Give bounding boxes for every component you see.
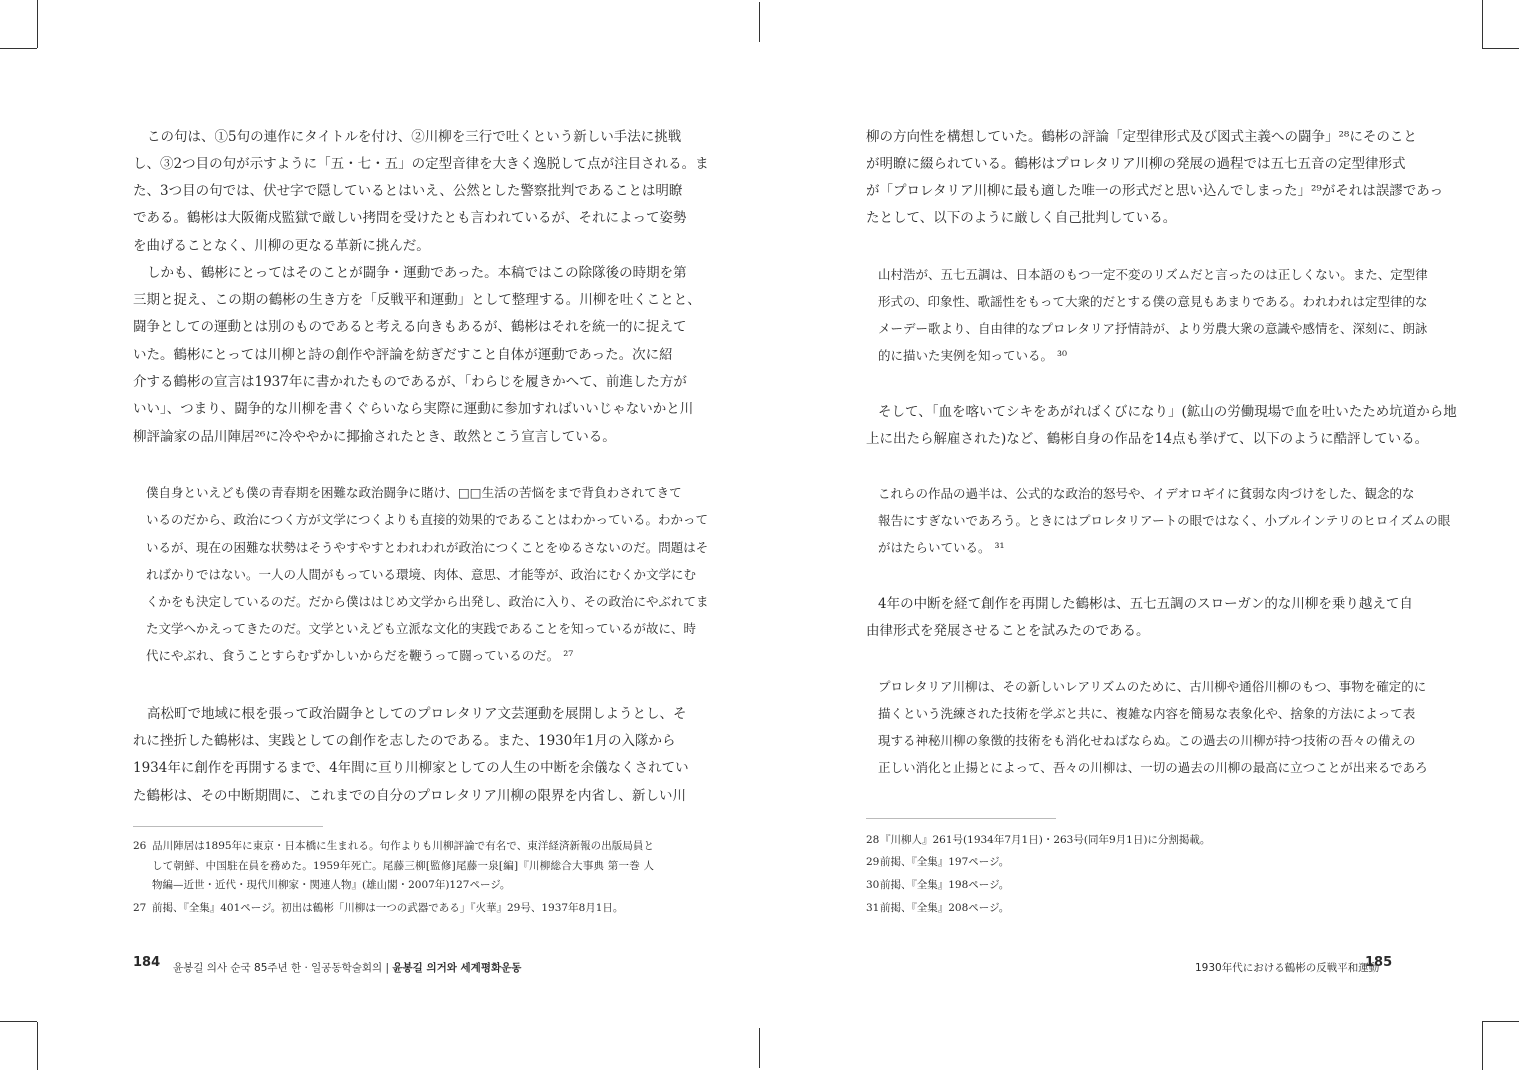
left-p1-line: し、③2つ目の句が示すように「五・七・五」の定型音律を大きく逸脱して点が注目される。ま bbox=[133, 156, 709, 172]
left-p2-line: 柳評論家の品川陣居²⁶に冷ややかに揶揄されたとき、敢然とこう宣言している。 bbox=[133, 429, 616, 445]
left-p2-line: しかも、鶴彬にとってはそのことが闘争・運動であった。本稿ではこの除隊後の時期を第 bbox=[147, 265, 687, 281]
left-p1-line: である。鶴彬は大阪衛戍監獄で厳しい拷問を受けたとも言われているが、それによって姿勢 bbox=[133, 210, 687, 226]
footnote-number: 28 bbox=[866, 834, 880, 846]
footnote-line: 前掲、『全集』208ページ。 bbox=[880, 902, 1010, 914]
footnote-number: 30 bbox=[866, 879, 880, 891]
left-p3-line: 高松町で地域に根を張って政治闘争としてのプロレタリア文芸運動を展開しようとし、そ bbox=[147, 706, 687, 722]
right-p2-line: 上に出たら解雇された)など、鶴彬自身の作品を14点も挙げて、以下のように酷評している。 bbox=[866, 431, 1429, 447]
crop-mark-bottom-right-v bbox=[1482, 1022, 1483, 1070]
crop-mark-bottom-left-v bbox=[37, 1022, 38, 1070]
right-p1-line: 柳の方向性を構想していた。鶴彬の評論「定型律形式及び図式主義への闘争」²⁸にそのこと bbox=[866, 129, 1417, 145]
running-head-left-text: 윤봉길 의사 순국 85주년 한 · 일공동학술회의 | bbox=[173, 962, 390, 974]
footnote-number: 31 bbox=[866, 902, 880, 914]
right-p1-line: が明瞭に綴られている。鶴彬はプロレタリア川柳の発展の過程では五七五音の定型律形式 bbox=[866, 156, 1406, 172]
left-p1-line: この句は、①5句の連作にタイトルを付け、②川柳を三行で吐くという新しい手法に挑戦 bbox=[147, 129, 682, 145]
left-p2-line: いい」、つまり、闘争的な川柳を書くぐらいなら実際に運動に参加すればいいじゃないかと川 bbox=[133, 401, 694, 417]
right-p2-line: そして、「血を喀いてシキをあがればくびになり」(鉱山の労働現場で血を吐いたため坑道から地 bbox=[878, 404, 1457, 420]
left-p2-line: 闘争としての運動とは別のものであると考える向きもあるが、鶴彬はそれを統一的に捉えて bbox=[133, 319, 687, 335]
footnote-line: して朝鮮、中国駐在員を務めた。1959年死亡。尾藤三柳[監修]尾藤一泉[編]『川柳総合大事典 第一巻 人 bbox=[152, 860, 654, 872]
left-p3-line: 1934年に創作を再開するまで、4年間に亘り川柳家としての人生の中断を余儀なくされてい bbox=[133, 760, 689, 776]
right-p1-line: が「プロレタリア川柳に最も適した唯一の形式だと思い込んでしまった」²⁹がそれは誤謬であっ bbox=[866, 183, 1444, 199]
crop-mark-bottom-center-v bbox=[759, 1028, 760, 1068]
left-p2-line: 介する鶴彬の宣言は1937年に書かれたものであるが、「わらじを履きかへて、前進した方が bbox=[133, 374, 687, 390]
right-quote2-line: がはたらいている。 ³¹ bbox=[878, 540, 1005, 555]
crop-mark-top-right-h bbox=[1482, 48, 1519, 49]
footnote-line: 前掲、『全集』197ページ。 bbox=[880, 856, 1010, 868]
footnote-line: 物編—近世・近代・現代川柳家・関連人物』(雄山閣・2007年)127ページ。 bbox=[152, 879, 511, 891]
right-p3-line: 4年の中断を経て創作を再開した鶴彬は、五七五調のスローガン的な川柳を乗り越えて自 bbox=[878, 596, 1413, 612]
running-head-left bbox=[173, 960, 521, 975]
footnote-line: 前掲、『全集』198ページ。 bbox=[880, 879, 1010, 891]
right-quote3-line: プロレタリア川柳は、その新しいレアリズムのために、古川柳や通俗川柳のもつ、事物を確定的に bbox=[878, 679, 1427, 694]
right-quote2-line: 報告にすぎないであろう。ときにはプロレタリアートの眼ではなく、小ブルインテリのヒロイズムの眼 bbox=[878, 513, 1451, 528]
right-quote1-line: 的に描いた実例を知っている。 ³⁰ bbox=[878, 348, 1067, 363]
left-p3-line: れに挫折した鶴彬は、実践としての創作を志したのである。また、1930年1月の入隊から bbox=[133, 733, 676, 749]
left-quote-line: ればかりではない。一人の人間がもっている環境、肉体、意思、才能等が、政治にむくか文学にむ bbox=[146, 567, 697, 582]
left-p2-line: いた。鶴彬にとっては川柳と詩の創作や評論を紡ぎだすこと自体が運動であった。次に紹 bbox=[133, 347, 673, 363]
left-quote-line: 代にやぶれ、食うことすらむずかしいからだを鞭うって闘っているのだ。 ²⁷ bbox=[146, 648, 574, 663]
page-number-left: 184 bbox=[133, 955, 161, 970]
right-quote2-line: これらの作品の過半は、公式的な政治的怒号や、イデオロギイに貧弱な肉づけをした、観念的な bbox=[878, 486, 1415, 501]
right-quote3-line: 描くという洗練された技術を学ぶと共に、複雑な内容を簡易な表象化や、捨象的方法によって表 bbox=[878, 706, 1416, 721]
right-quote3-line: 正しい消化と止揚とによって、吾々の川柳は、一切の過去の川柳の最高に立つことが出来るであろ bbox=[878, 760, 1428, 775]
left-quote-line: くかをも決定しているのだ。だから僕ははじめ文学から出発し、政治に入り、その政治にやぶれてま bbox=[146, 594, 709, 609]
left-p2-line: 三期と捉え、この期の鶴彬の生き方を「反戦平和運動」として整理する。川柳を吐くことと、 bbox=[133, 292, 701, 308]
running-head-left-title: 윤봉길 의거와 세계평화운동 bbox=[392, 962, 522, 974]
left-quote-line: いるが、現在の困難な状勢はそうやすやすとわれわれが政治につくことをゆるさないのだ。問題はそ bbox=[146, 540, 709, 555]
left-quote-line: 僕自身といえども僕の青春期を困難な政治闘争に賭け、□□生活の苦悩をまで背負わされてきて bbox=[146, 485, 682, 500]
footnote-line: 『川柳人』261号(1934年7月1日)・263号(同年9月1日)に分割掲載。 bbox=[880, 834, 1211, 846]
crop-mark-bottom-right-h bbox=[1482, 1021, 1519, 1022]
right-quote3-line: 現する神秘川柳の象徴的技術をも消化せねばならぬ。この過去の川柳が持つ技術の吾々の備えの bbox=[878, 733, 1416, 748]
footnote-line: 品川陣居は1895年に東京・日本橋に生まれる。句作よりも川柳評論で有名で、東洋経済新報の出版局員と bbox=[152, 840, 654, 852]
left-p3-line: た鶴彬は、その中断期間に、これまでの自分のプロレタリア川柳の限界を内省し、新しい川 bbox=[133, 788, 686, 804]
running-head-right: 1930年代における鶴彬の反戦平和運動 bbox=[1195, 962, 1380, 974]
left-p1-line: を曲げることなく、川柳の更なる革新に挑んだ。 bbox=[133, 238, 430, 254]
right-p1-line: たとして、以下のように厳しく自己批判している。 bbox=[866, 210, 1177, 226]
crop-mark-top-left-h bbox=[0, 48, 37, 49]
right-footnote-rule bbox=[866, 818, 1056, 819]
crop-mark-top-center-v bbox=[759, 2, 760, 42]
footnote-number: 26 bbox=[133, 840, 147, 852]
crop-mark-top-left-v bbox=[37, 0, 38, 48]
left-footnote-rule bbox=[133, 826, 323, 827]
footnote-line: 前掲、『全集』401ページ。初出は鶴彬「川柳は一つの武器である」『火華』29号、1937年8月1日。 bbox=[152, 902, 624, 914]
left-quote-line: た文学へかえってきたのだ。文学といえども立派な文化的実践であることを知っているが故に、時 bbox=[146, 621, 697, 636]
page-number-right: 185 bbox=[1365, 955, 1393, 970]
right-quote1-line: 形式の、印象性、歌謡性をもって大衆的だとする僕の意見もあまりである。われわれは定型律的な bbox=[878, 294, 1428, 309]
footnote-number: 27 bbox=[133, 902, 147, 914]
right-quote1-line: メーデー歌より、自由律的なプロレタリア抒情詩が、より労農大衆の意識や感情を、深刻に、朗詠 bbox=[878, 321, 1428, 336]
crop-mark-top-right-v bbox=[1482, 0, 1483, 48]
right-p3-line: 由律形式を発展させることを試みたのである。 bbox=[866, 623, 1150, 639]
crop-mark-bottom-left-h bbox=[0, 1021, 37, 1022]
right-quote1-line: 山村浩が、五七五調は、日本語のもつ一定不変のリズムだと言ったのは正しくない。また、定型律 bbox=[878, 267, 1428, 282]
left-quote-line: いるのだから、政治につく方が文学につくよりも直接的効果的であることはわかっている。わかって bbox=[146, 512, 709, 527]
left-p1-line: た、3つ目の句では、伏せ字で隠しているとはいえ、公然とした警察批判であることは明瞭 bbox=[133, 183, 683, 199]
footnote-number: 29 bbox=[866, 856, 880, 868]
